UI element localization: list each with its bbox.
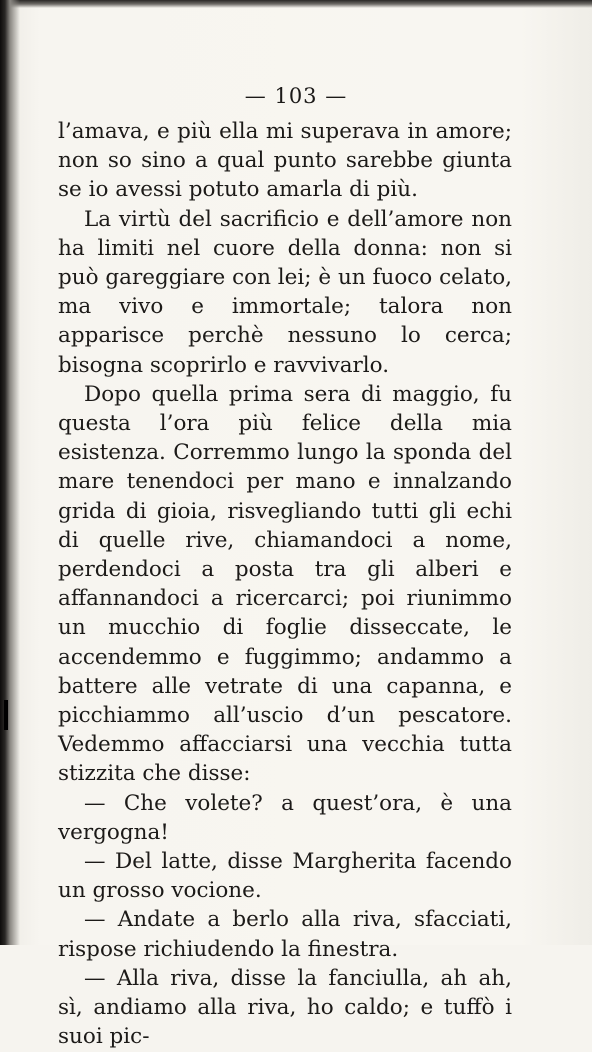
dialogue-line: — Alla riva, disse la fanciulla, ah ah, sì, andiamo alla riva, ho caldo; e tuffò i suoi pic-: [58, 965, 512, 1050]
body-text: [58, 117, 512, 1052]
paragraph-may-evening: Dopo quella prima sera di maggio, fu questa l’ora più felice della mia esistenza. Corremmo lungo la sponda del mare tenendoci per mano e innalzando grida di gioia, risvegliando tutti gli echi di quelle rive, chiamandoci a nome, perdendoci a posta tra gli alberi e affannandoci a ricercarci; poi riunimmo un mucchio di foglie disseccate, le accendemmo e fuggimmo; andammo a battere alle vetrate di una capanna, e picchiammo all’uscio d’un pescatore. Vedemmo affacciarsi una vecchia tutta stizzita che disse:: [58, 381, 512, 787]
dialogue-line: — Del latte, disse Margherita facendo un grosso vocione.: [58, 849, 512, 904]
dialogue-line: — Che volete? a quest’ora, è una vergogna!: [58, 790, 512, 845]
page-number: — 103 —: [244, 84, 348, 108]
dialogue-line: — Andate a berlo alla riva, sfacciati, rispose richiudendo la finestra.: [58, 907, 512, 962]
margin-mark: [4, 700, 8, 730]
book-spine-shadow: [0, 0, 20, 945]
page-top-edge: [0, 0, 592, 8]
paragraph-continuation: l’amava, e più ella mi superava in amore; non so sino a qual punto sarebbe giunta se io avessi potuto amarla di più.: [58, 119, 512, 203]
paragraph-virtue: La virtù del sacrificio e dell’amore non ha limiti nel cuore della donna: non si può gareggiare con lei; è un fuoco celato, ma vivo e immortale; talora non apparisce perchè nessuno lo cerca; bisogna scoprirlo e ravvivarlo.: [58, 206, 512, 378]
